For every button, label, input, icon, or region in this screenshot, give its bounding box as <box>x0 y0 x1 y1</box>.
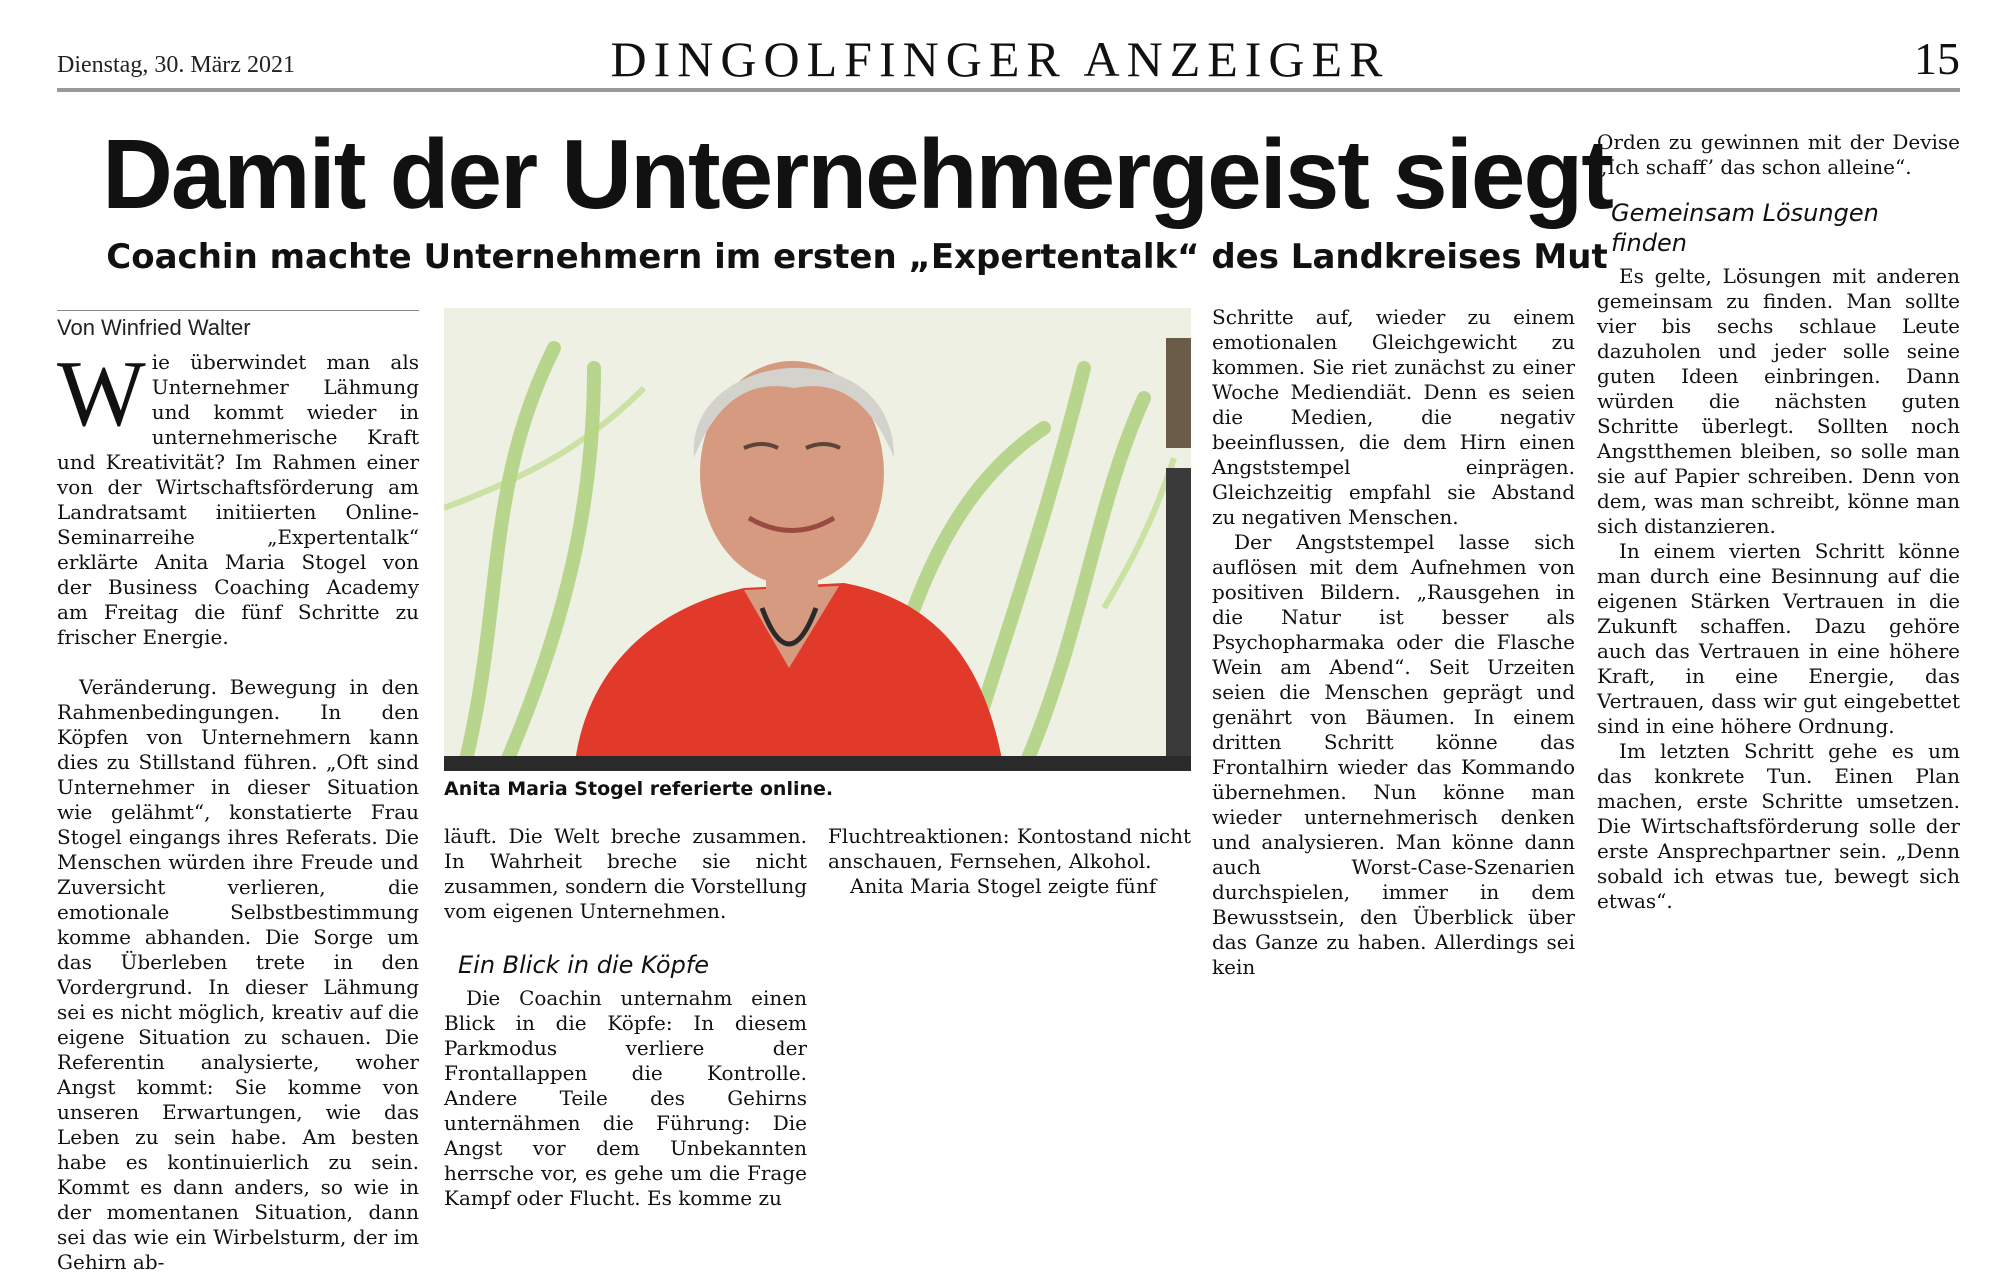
article-column-5 <box>1597 130 1960 914</box>
video-call-portrait-image <box>444 308 1191 771</box>
photo-caption: Anita Maria Stogel referierte online. <box>444 778 834 800</box>
issue-date: Dienstag, 30. März 2021 <box>57 52 295 78</box>
article-headline: Damit der Unternehmergeist siegt <box>102 119 1612 229</box>
drop-cap: W <box>57 342 146 446</box>
paragraph: Veränderung. Bewegung in den Rahmenbedingungen. In den Köpfen von Unternehmern kann dies zu Stillstand führen. „Oft sind Unternehmer in dieser Situation wie gelähmt“, konstatierte Frau Stogel eingangs ihres Referats. Die Menschen würden ihre Freude und Zuversicht verlieren, die emotionale Selbstbestimmung komme abhanden. Die Sorge um das Überleben trete in den Vordergrund. In dieser Lähmung sei es nicht möglich, kreativ auf die eigene Situation zu schauen. Die Referentin analysierte, woher Angst kommt: Sie komme von unseren Erwartungen, wie das Leben zu sein habe. Am besten habe es kontinuierlich zu sein. Kommt es dann anders, so wie in der momentanen Situation, dann sei das wie ein Wirbelsturm, der im Gehirn ab- <box>57 675 419 1274</box>
paragraph: Im letzten Schritt gehe es um das konkrete Tun. Einen Plan machen, erste Schritte umsetzen. Die Wirtschaftsförderung solle der erste Ansprechpartner sein. „Denn sobald ich etwas tue, bewegt sich etwas“. <box>1597 739 1960 913</box>
lead-paragraph <box>57 342 419 650</box>
paragraph: Anita Maria Stogel zeigte fünf <box>850 874 1157 898</box>
lead-paragraph-text: ie überwindet man als Unternehmer Lähmung und kommt wieder in unternehmerische Kraft und Kreativität? Im Rahmen einer von der Wirtschaftsförderung am Landratsamt initiierten Online-Seminarreihe „Expertentalk“ erklärte Anita Maria Stogel von der Business Coaching Academy am Freitag die fünf Schritte zu frischer Energie. <box>57 350 419 649</box>
section-subhead: Ein Blick in die Köpfe <box>458 951 710 979</box>
section-subhead: Gemeinsam Lösungen finden <box>1611 199 1879 257</box>
paragraph: Der Angststempel lasse sich auflösen mit dem Aufnehmen von positiven Bildern. „Rausgehen in die Natur ist besser als Psychopharmaka oder die Flasche Wein am Abend“. Seit Urzeiten seien die Menschen geprägt und genährt von Bäumen. In einem dritten Schritt könne das Frontalhirn wieder das Kommando übernehmen. Nun könne man wieder unternehmerisch denken und analysieren. Man könne dann auch Worst-Case-Szenarien durchspielen, immer in dem Bewusstsein, den Überblick über das Ganze zu haben. Allerdings sei kein <box>1212 530 1575 979</box>
paragraph: Fluchtreaktionen: Kontostand nicht anschauen, Fernsehen, Alkohol. <box>828 824 1191 873</box>
article-column-1 <box>57 342 419 1275</box>
article-column-2 <box>444 824 807 1211</box>
paragraph: Es gelte, Lösungen mit anderen gemeinsam zu finden. Man sollte vier bis sechs schlaue Leute dazuholen und jeder solle seine guten Ideen einbringen. Dann würden die nächsten guten Schritte überlegt. Sollten noch Angstthemen bleiben, so solle man sie auf Papier schreiben. Denn von dem, was man schreibt, könne man sich distanzieren. <box>1597 264 1960 538</box>
page-number: 15 <box>1914 33 1960 84</box>
paragraph: Schritte auf, wieder zu einem emotionalen Gleichgewicht zu kommen. Sie riet zunächst zu einer Woche Mediendiät. Denn es seien die Medien, die negativ beeinflussen, die dem Hirn einen Angststempel einprägen. Gleichzeitig empfahl sie Abstand zu negativen Menschen. <box>1212 305 1575 529</box>
paragraph: läuft. Die Welt breche zusammen. In Wahrheit breche sie nicht zusammen, sondern die Vorstellung vom eigenen Unternehmen. <box>444 824 807 923</box>
newspaper-masthead: DINGOLFINGER ANZEIGER <box>610 31 1390 87</box>
paragraph: Orden zu gewinnen mit der Devise „Ich schaff’ das schon alleine“. <box>1597 130 1960 179</box>
byline: Von Winfried Walter <box>57 310 419 341</box>
article-photo <box>444 308 1191 771</box>
paragraph: Die Coachin unternahm einen Blick in die Köpfe: In diesem Parkmodus verliere der Frontallappen die Kontrolle. Andere Teile des Gehirns unternähmen die Führung: Die Angst vor dem Unbekannten herrsche vor, es gehe um die Frage Kampf oder Flucht. Es komme zu <box>444 986 807 1210</box>
paragraph: In einem vierten Schritt könne man durch eine Besinnung auf die eigenen Stärken Vertrauen in die Zukunft schaffen. Dazu gehöre auch das Vertrauen in eine höhere Kraft, in eine Energie, das Vertrauen, dass wir gut eingebettet sind in eine höhere Ordnung. <box>1597 539 1960 738</box>
article-column-3 <box>828 824 1191 899</box>
header-rule <box>57 88 1960 92</box>
article-column-4 <box>1212 305 1575 980</box>
article-subheadline: Coachin machte Unternehmern im ersten „Expertentalk“ des Landkreises Mut <box>106 237 1608 277</box>
